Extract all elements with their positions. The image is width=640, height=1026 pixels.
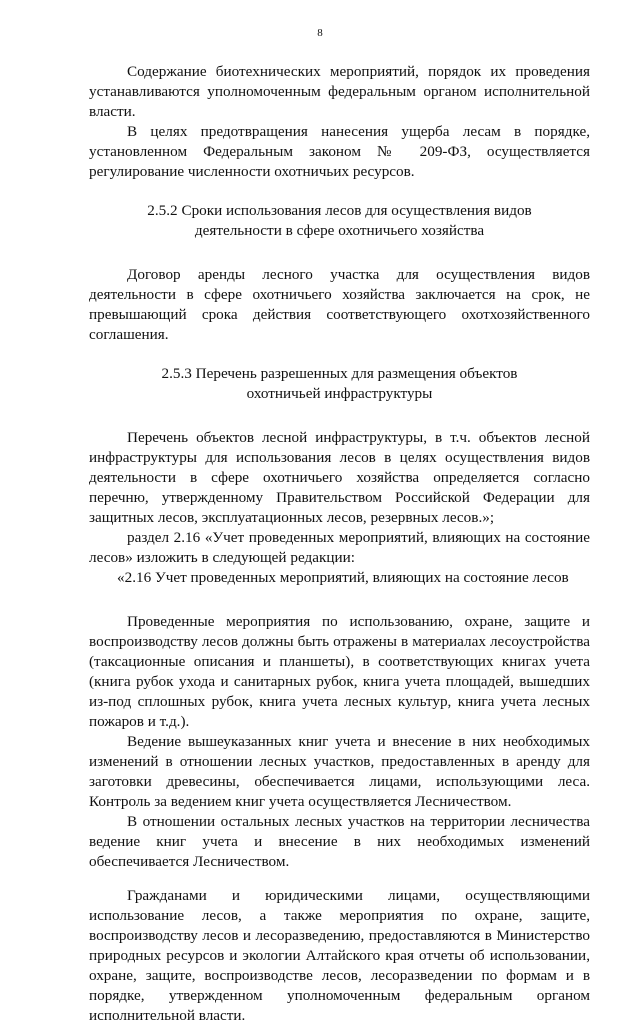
paragraph-lease-term: Договор аренды лесного участка для осуществления видов деятельности в сфере охотничьего хозяйства заключается на срок, не превышающий срока действия соответствующего охотхозяйственного соглашения. — [89, 266, 590, 343]
paragraph-other-plots: В отношении остальных лесных участков на территории лесничества ведение книг учета и внесение в них необходимых изменений обеспечивается Лесничеством. — [89, 813, 590, 870]
section-heading-2-5-2: 2.5.2 Сроки использования лесов для осуществления видов деятельности в сфере охотничьего хозяйства — [147, 202, 532, 239]
section-heading-2-16: «2.16 Учет проведенных мероприятий, влияющих на состояние лесов — [117, 569, 569, 586]
paragraph-biotech-measures: Содержание биотехнических мероприятий, порядок их проведения устанавливаются уполномоченным федеральным органом исполнительной власти. — [89, 63, 590, 120]
paragraph-measures-reflected: Проведенные мероприятия по использованию, охране, защите и воспроизводству лесов должны быть отражены в материалах лесоустройства (таксационные описания и планшеты), в соответствующих книгах учета (книга рубок ухода и санитарных рубок, книга учета площадей, вышедших из-под сплошных рубок, книга учета лесных культур, книга учета лесных пожаров и т.д.). — [89, 613, 590, 730]
page-number: 8 — [317, 27, 323, 39]
paragraph-damage-prevention: В целях предотвращения нанесения ущерба лесам в порядке, установленном Федеральным законом № 209-ФЗ, осуществляется регулирование численности охотничьих ресурсов. — [89, 123, 590, 180]
section-heading-2-5-3: 2.5.3 Перечень разрешенных для размещения объектов охотничьей инфраструктуры — [161, 365, 518, 402]
paragraph-reports: Гражданами и юридическими лицами, осуществляющими использование лесов, а также мероприятия по охране, защите, воспроизводству лесов и лесоразведению, предоставляются в Министерство природных ресурсов и экологии Алтайского края отчеты об использовании, охране, защите, воспроизводстве лесов, лесоразведении по формам и в порядке, утвержденном уполномоченным федеральным органом исполнительной власти. — [89, 887, 590, 1024]
paragraph-section-2-16-amendment: раздел 2.16 «Учет проведенных мероприятий, влияющих на состояние лесов» изложить в следующей редакции: — [89, 529, 590, 566]
paragraph-record-books: Ведение вышеуказанных книг учета и внесение в них необходимых изменений в отношении лесных участков, предоставленных в аренду для заготовки древесины, обеспечивается лицами, использующими леса. Контроль за ведением книг учета осуществляется Лесничеством. — [89, 733, 590, 810]
document-body — [89, 62, 590, 1026]
paragraph-infrastructure-list: Перечень объектов лесной инфраструктуры, в т.ч. объектов лесной инфраструктуры для использования лесов в целях осуществления видов деятельности в сфере охотничьего хозяйства определяется согласно перечню, утвержденному Правительством Российской Федерации для защитных лесов, эксплуатационных лесов, резервных лесов.»; — [89, 429, 590, 526]
